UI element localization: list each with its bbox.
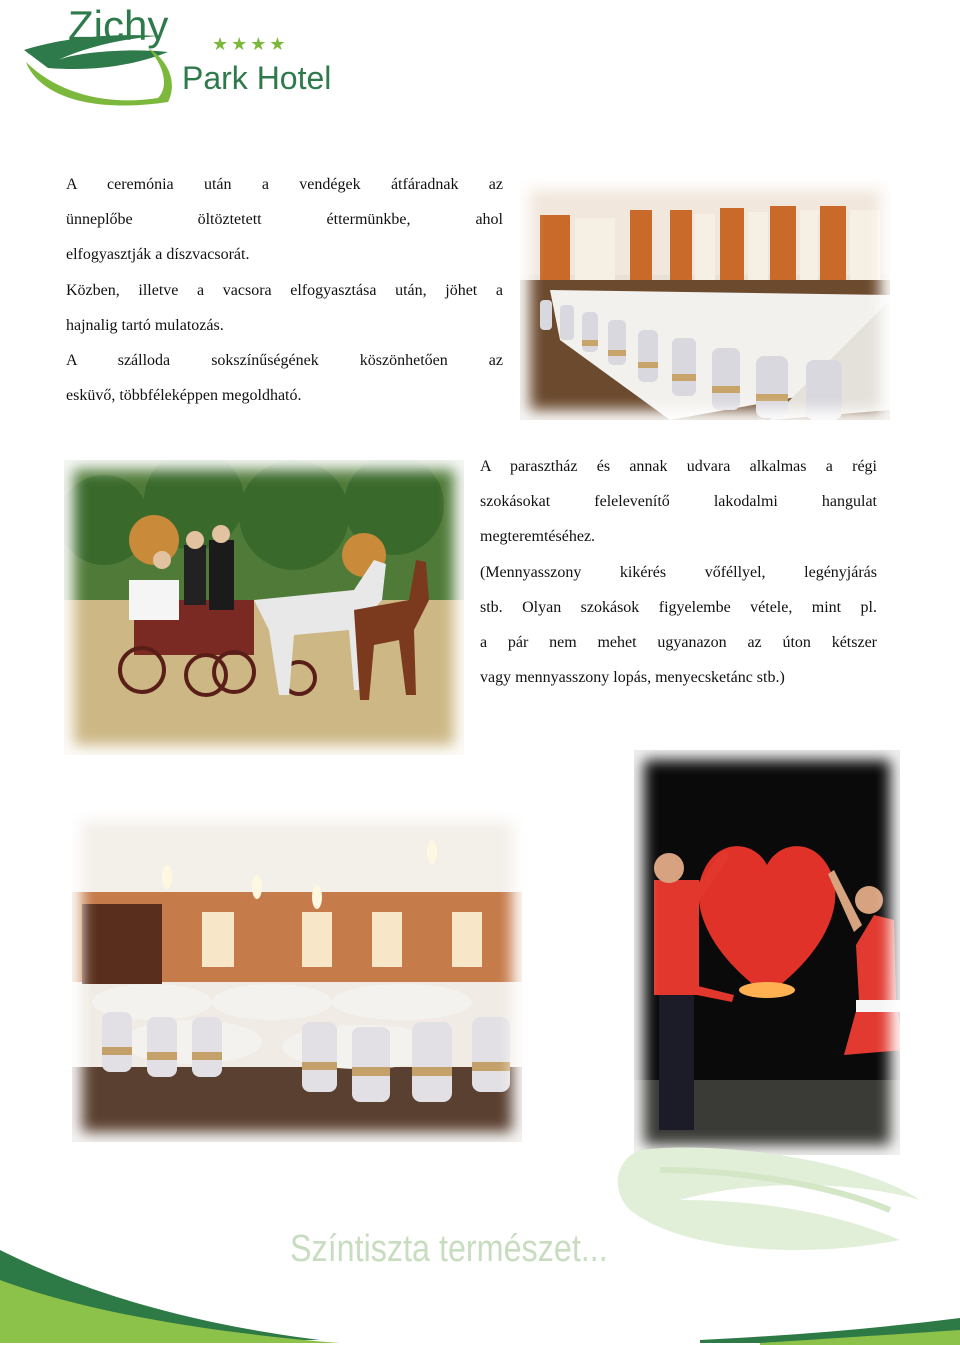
text-line: stb. Olyan szokások figyelembe vétele, mint pl.: [480, 598, 877, 616]
text-line: esküvő, többféleképpen megoldható.: [66, 387, 302, 405]
footer-swoosh-band: [0, 1240, 960, 1345]
wedding-carriage-photo: [64, 460, 464, 755]
text-line: (Mennyasszony kikérés vőféllyel, legényjárás: [480, 563, 877, 581]
logo-name-bottom: Park Hotel: [182, 60, 332, 96]
text-block-ceremony: [66, 176, 503, 422]
banquet-hall-photo: [520, 180, 890, 420]
logo-stars: ★★★★: [212, 34, 289, 55]
footer-slogan: Színtiszta természet...: [290, 1228, 608, 1270]
text-line: vagy mennyasszony lopás, menyecsketánc stb.): [480, 669, 785, 687]
restaurant-hall-photo: [72, 812, 522, 1142]
text-block-farmhouse: [480, 458, 877, 704]
text-line: a pár nem mehet ugyanazon az úton kétszer: [480, 633, 877, 651]
text-line: A szálloda sokszínűségének köszönhetően az: [66, 351, 503, 369]
text-line: Közben, illetve a vacsora elfogyasztása után, jöhet a: [66, 281, 503, 299]
heart-lantern-photo: [634, 750, 900, 1155]
text-line: A ceremónia után a vendégek átfáradnak az: [66, 176, 503, 193]
logo-name-top: Zichy: [68, 2, 169, 49]
text-line: megteremtéséhez.: [480, 528, 596, 546]
text-line: A parasztház és annak udvara alkalmas a régi: [480, 458, 877, 475]
hotel-logo: [18, 2, 348, 117]
text-line: hajnalig tartó mulatozás.: [66, 316, 224, 334]
text-line: elfogyasztják a díszvacsorát.: [66, 246, 250, 264]
text-line: ünneplőbe öltöztetett éttermünkbe, ahol: [66, 211, 503, 229]
text-line: szokásokat felelevenítő lakodalmi hangulat: [480, 493, 877, 511]
